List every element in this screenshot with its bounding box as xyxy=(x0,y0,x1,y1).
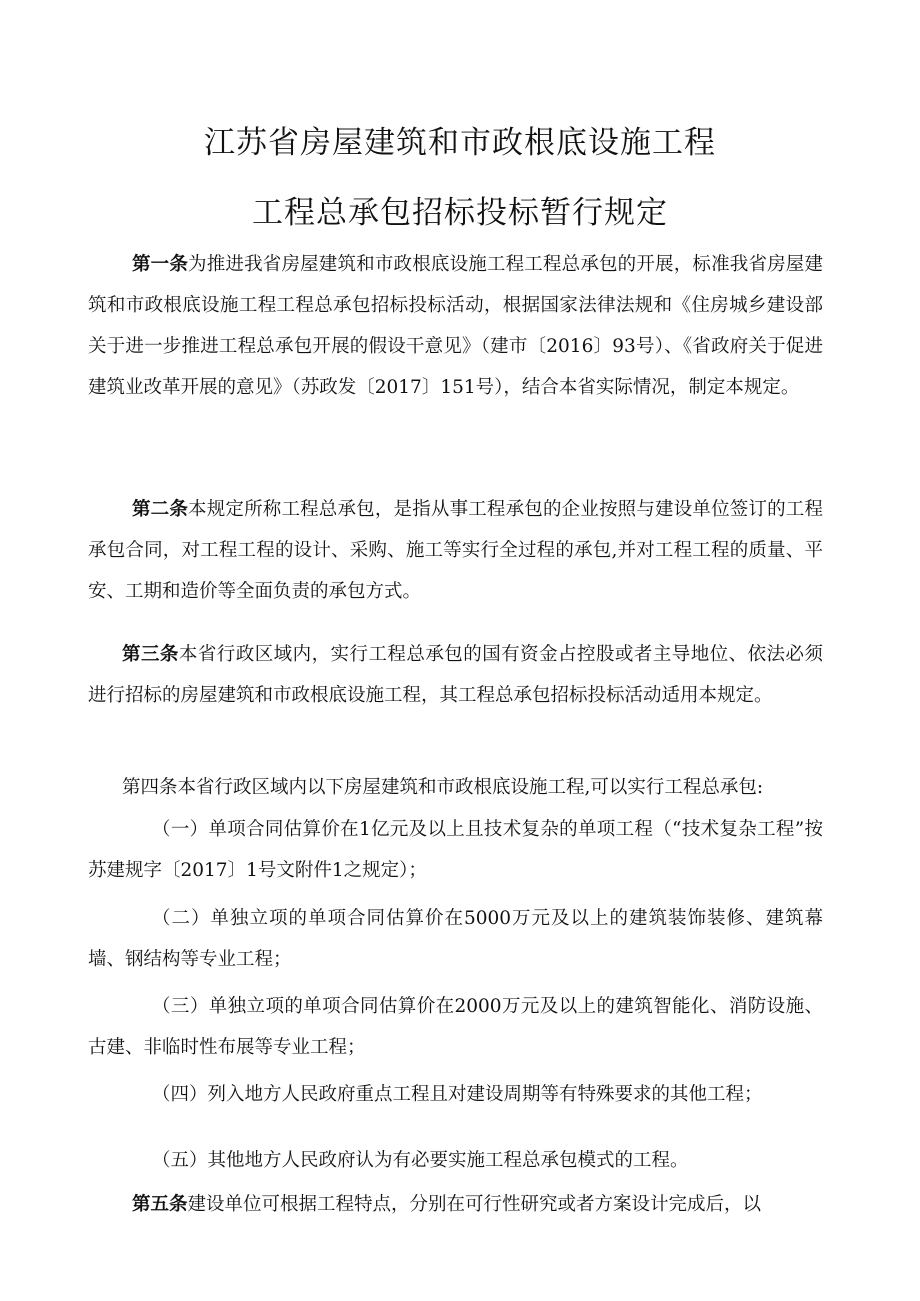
article-2 xyxy=(88,489,823,612)
article-2-heading: 第二条 xyxy=(132,499,189,520)
article-4 xyxy=(88,767,823,808)
article-4-heading: 第四条 xyxy=(122,777,178,798)
article-1-text: 为推进我省房屋建筑和市政根底设施工程工程总承包的开展，标准我省房屋建筑和市政根底设施工程工程总承包招标投标活动，根据国家法律法规和《住房城乡建设部关于进一步推进工程总承包开展的假设干意见》（建市〔2016〕93号）、《省政府关于促进建筑业改革开展的意见》（苏政发〔2017〕151号），结合本省实际情况，制定本规定。 xyxy=(88,254,823,398)
article-4-item-4: （四）列入地方人民政府重点工程且对建设周期等有特殊要求的其他工程； xyxy=(152,1084,763,1105)
article-4-item-1: （一）单项合同估算价在1亿元及以上且技术复杂的单项工程（“技术复杂工程”按苏建规字〔2017〕1号文附件1之规定）； xyxy=(88,819,823,881)
article-5-text: 建设单位可根据工程特点，分别在可行性研究或者方案设计完成后，以 xyxy=(187,1194,762,1215)
article-4-item-2: （二）单独立项的单项合同估算价在5000万元及以上的建筑装饰装修、建筑幕墙、钢结构等专业工程； xyxy=(88,908,823,970)
article-5-heading: 第五条 xyxy=(132,1194,188,1215)
article-5 xyxy=(88,1184,823,1225)
article-4-item-5: （五）其他地方人民政府认为有必要实施工程总承包模式的工程。 xyxy=(152,1150,689,1171)
article-3-heading: 第三条 xyxy=(122,644,179,665)
article-3-text: 本省行政区域内，实行工程总承包的国有资金占控股或者主导地位、依法必须进行招标的房屋建筑和市政根底设施工程，其工程总承包招标投标活动适用本规定。 xyxy=(88,644,823,706)
article-3 xyxy=(88,634,823,716)
document-title-line-2: 工程总承包招标投标暂行规定 xyxy=(252,195,668,231)
article-1 xyxy=(88,244,823,408)
article-1-heading: 第一条 xyxy=(132,254,189,275)
article-4-item-3: （三）单独立项的单项合同估算价在2000万元及以上的建筑智能化、消防设施、古建、非临时性布展等专业工程； xyxy=(88,996,823,1058)
article-2-text: 本规定所称工程总承包，是指从事工程承包的企业按照与建设单位签订的工程承包合同，对工程工程的设计、采购、施工等实行全过程的承包,并对工程工程的质量、平安、工期和造价等全面负责的承包方式。 xyxy=(88,499,823,602)
document-title-line-1: 江苏省房屋建筑和市政根底设施工程 xyxy=(204,125,716,161)
article-4-text: 本省行政区域内以下房屋建筑和市政根底设施工程,可以实行工程总承包: xyxy=(177,777,764,798)
